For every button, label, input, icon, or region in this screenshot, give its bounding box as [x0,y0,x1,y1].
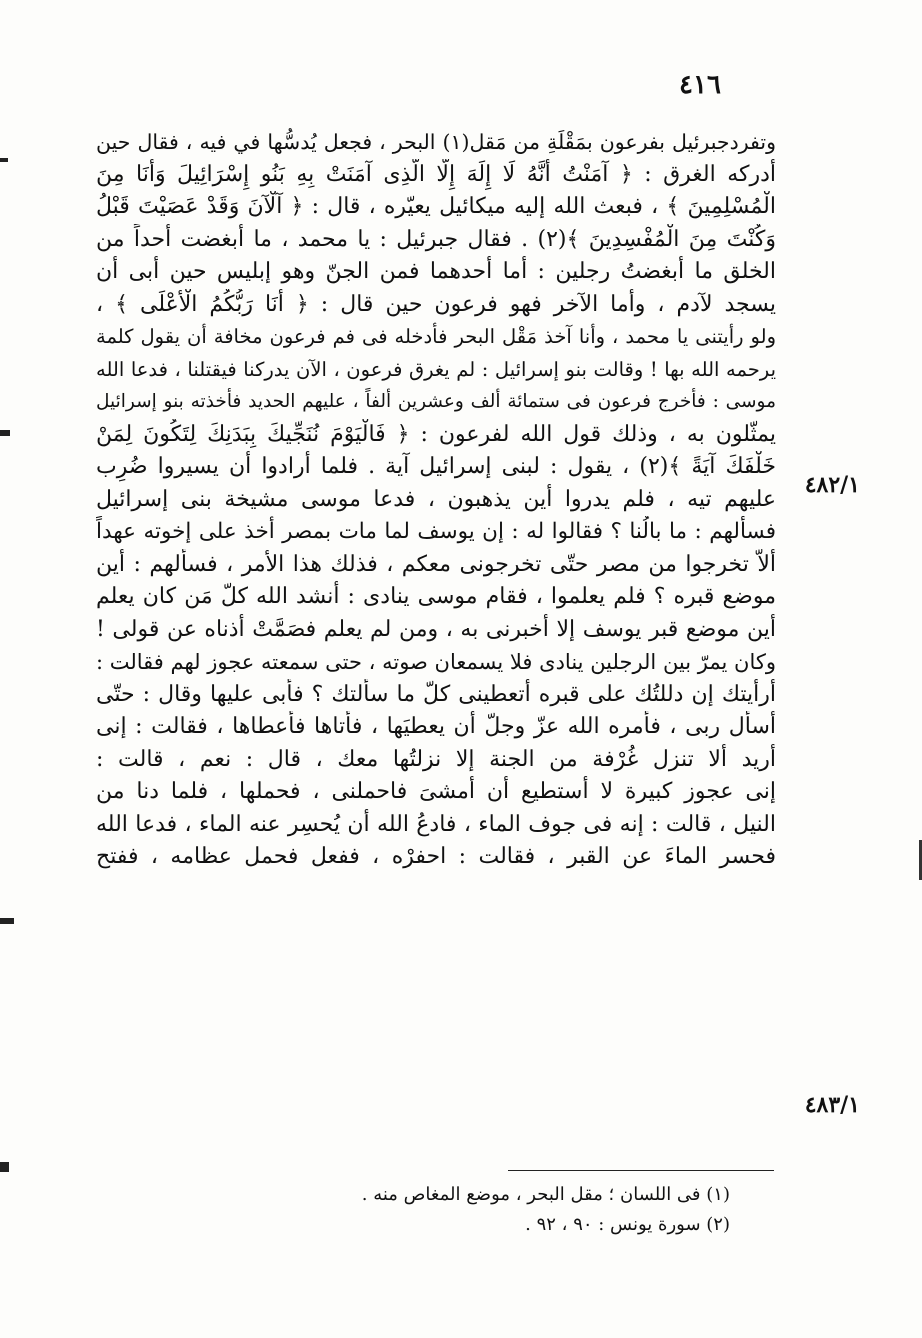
text-line: أسأل ربى ، فأمره الله عزّ وجلّ أن يعطيَها ، فأتاها فأعطاها ، فقالت : إنى [96,714,776,739]
text-line: وكان يمرّ بين الرجلين ينادى فلا يسمعان صوته ، حتى سمعته عجوز لهم فقالت : [96,650,776,674]
scan-edge-mark [0,430,10,436]
text-line: يرحمه الله بها ! وقالت بنو إسرائيل : لم يغرق فرعون ، الآن يدركنا فيقتلنا ، فدعا الله [96,357,776,381]
text-line: خَلْفَكَ آيَةً ﴾(٢) ، يقول : لبنى إسرائيل آية . فلما أرادوا أن يسيروا ضُرِب [96,454,776,479]
text-line: عليهم تيه ، فلم يدروا أين يذهبون ، فدعا موسى مشيخة بنى إسرائيل [96,486,776,512]
text-line: فسألهم : ما بالُنا ؟ فقالوا له : إن يوسف لما مات بمصر أخذ على إخوته عهداً [96,519,776,544]
text-line: ألاّ تخرجوا من مصر حتّى تخرجونى معكم ، فذلك هذا الأمر ، فسألهم : أين [96,551,776,577]
text-line: يمثّلون به ، وذلك قول الله لفرعون : ﴿ فَالْيَوْمَ نُنَجِّيكَ بِبَدَنِكَ لِتَكُونَ لِمَنْ [96,421,776,447]
main-text-block [96,126,776,874]
scan-edge-mark [0,1162,9,1172]
page-number: ٤١٦ [679,70,721,100]
text-line: فحسر الماءَ عن القبر ، فقالت : احفرْه ، ففعل فحمل عظامه ، ففتح [96,844,776,869]
text-line: وتفردجبرئيل بفرعون بمَقْلَةِ من مَقل(١) البحر ، فجعل يُدسُّها في فيه ، فقال حين [96,130,776,154]
text-line: أين موضع قبر يوسف إلا أخبرنى به ، ومن لم يعلم فصَمَّتْ أذناه عن قولى ! [96,616,776,642]
scan-edge-mark [0,158,8,162]
footnote: (٢) سورة يونس : ٩٠ ، ٩٢ . [525,1214,730,1235]
text-line: أدركه الغرق : ﴿ آمَنْتُ أَنَّهُ لَا إِلَهَ إِلَّا الَّذِى آمَنَتْ بِهِ بَنُو إِسْرَائِيلَ وَأَنَا مِنَ [96,161,776,187]
margin-reference: ٤٨٢/١ [804,472,860,498]
text-line: الْمُسْلِمِينَ ﴾ ، فبعث الله إليه ميكائيل يعيّره ، قال : ﴿ آلْآنَ وَقَدْ عَصَيْتَ قَبْلُ [96,194,776,219]
scan-edge-mark [0,918,14,924]
text-line: أرأيتك إن دللتُك على قبره أتعطينى كلّ ما سألتك ؟ فأبى عليها وقال : حتّى [96,681,776,707]
text-line: ولو رأيتنى يا محمد ، وأنا آخذ مَقْل البحر فأدخله فى فم فرعون مخافة أن يقول كلمة [96,325,776,348]
footnote: (١) فى اللسان ؛ مقل البحر ، موضع المغاص منه . [361,1184,730,1205]
text-line: وَكُنْتَ مِنَ الْمُفْسِدِينَ ﴾(٢) . فقال جبرئيل : يا محمد ، ما أبغضت أحداً من [96,226,776,252]
text-line: إنى عجوز كبيرة لا أستطيع أن أمشىَ فاحملنى ، فحملها ، فلما دنا من [96,779,776,804]
footnote-divider [508,1170,774,1171]
text-line: موضع قبره ؟ فلم يعلموا ، فقام موسى ينادى : أنشد الله كلّ مَن كان يعلم [96,584,776,609]
text-line: موسى : فأخرج فرعون فى ستمائة ألف وعشرين ألفاً ، عليهم الحديد فأخذته بنو إسرائيل [96,391,776,412]
margin-reference: ٤٨٣/١ [804,1092,860,1118]
text-line: أريد ألا تنزل غُرْفة من الجنة إلا نزلتُها معك ، قال : نعم ، قالت : [96,746,776,772]
text-line: الخلق ما أبغضتُ رجلين : أما أحدهما فمن الجنّ وهو إبليس حين أبى أن [96,259,776,284]
text-line: النيل ، قالت : إنه فى جوف الماء ، فادعُ الله أن يُحسِر عنه الماء ، فدعا الله [96,811,776,837]
text-line: يسجد لآدم ، وأما الآخر فهو فرعون حين قال : ﴿ أَنَا رَبُّكُمُ الْأَعْلَى ﴾ ، [96,291,776,317]
footnotes [300,1180,730,1240]
